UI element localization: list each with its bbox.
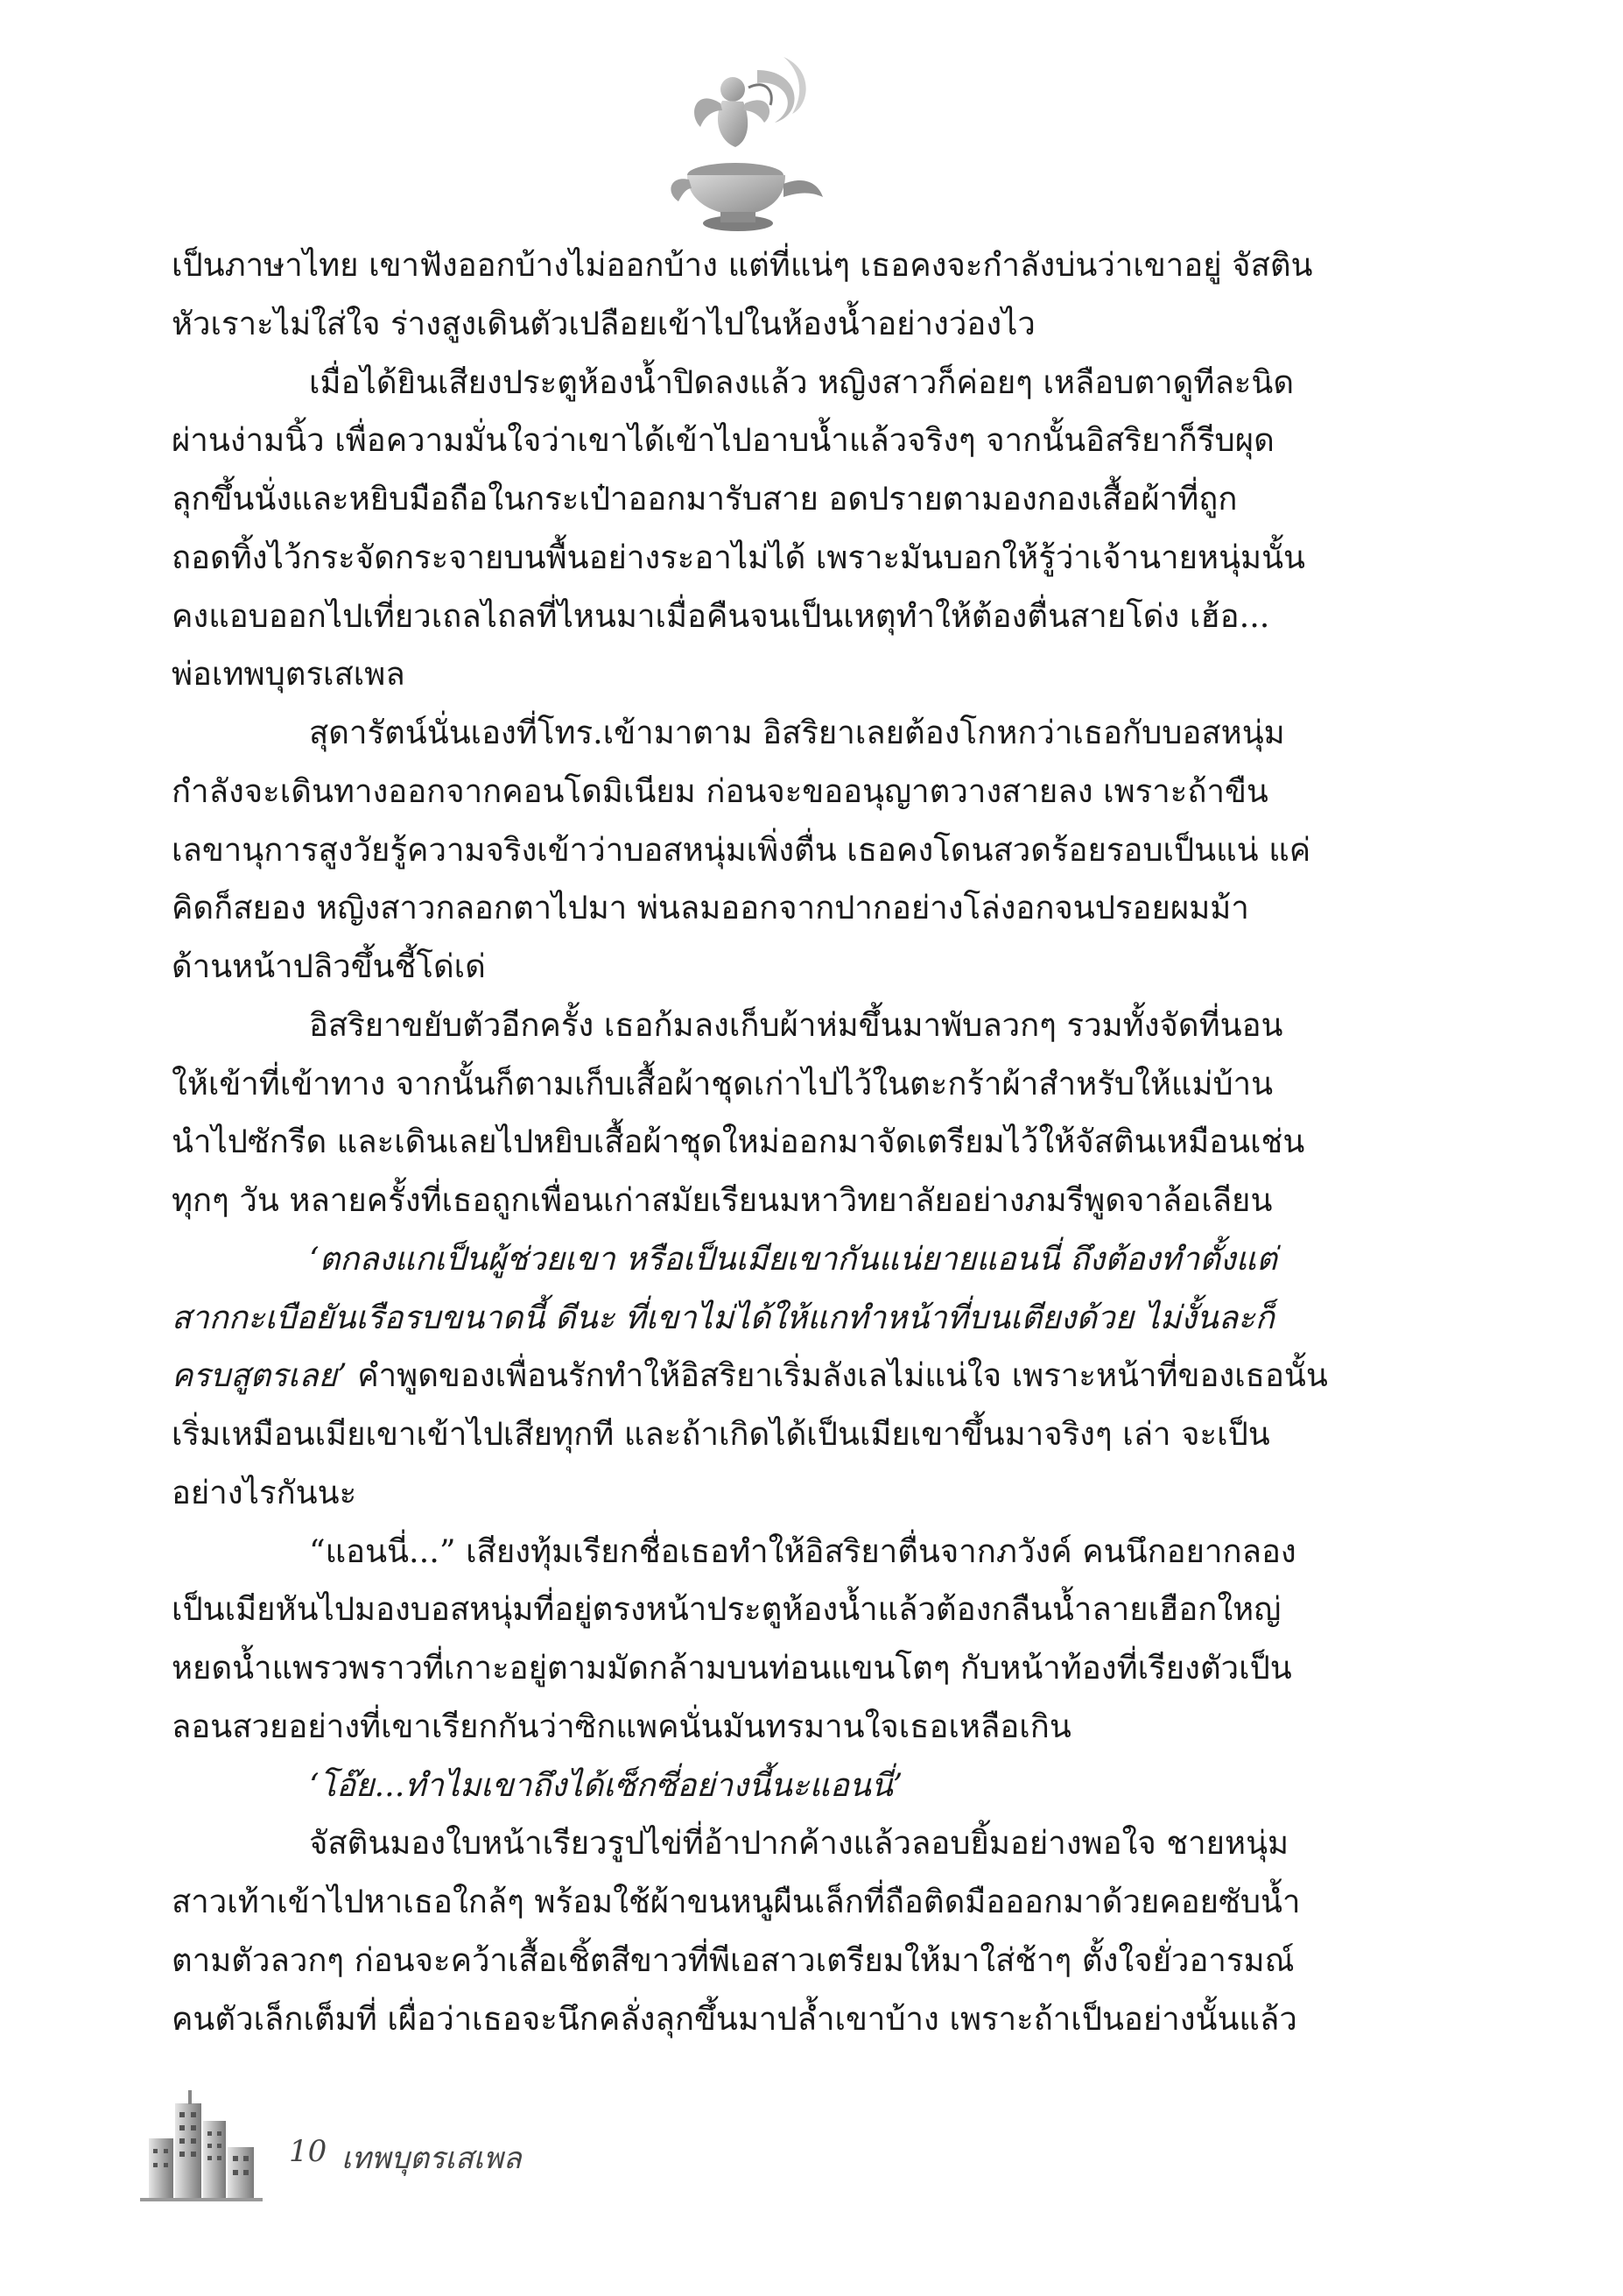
- text-line: “แอนนี่...” เสียงทุ้มเรียกชื่อเธอทำให้อิสริยาตื่นจากภวังค์ คนนึกอยากลอง: [309, 1532, 1296, 1570]
- text-line-italic: สากกะเบือยันเรือรบขนาดนี้ ดีนะ ที่เขาไม่ได้ให้แกทำหน้าที่บนเตียงด้วย ไม่งั้นละก็: [172, 1298, 1275, 1336]
- text-line: พ่อเทพบุตรเสเพล: [172, 655, 405, 694]
- text-line: เลขานุการสูงวัยรู้ความจริงเข้าว่าบอสหนุ่มเพิ่งตื่น เธอคงโดนสวดร้อยรอบเป็นแน่ แค่: [172, 830, 1311, 869]
- text-line: สาวเท้าเข้าไปหาเธอใกล้ๆ พร้อมใช้ผ้าขนหนูผืนเล็กที่ถือติดมือออกมาด้วยคอยซับน้ำ: [172, 1883, 1301, 1920]
- text-line: ทุกๆ วัน หลายครั้งที่เธอถูกเพื่อนเก่าสมัยเรียนมหาวิทยาลัยอย่างภมรีพูดจาล้อเลียน: [172, 1181, 1273, 1219]
- text-line-italic: ‘ตกลงแกเป็นผู้ช่วยเขา หรือเป็นเมียเขากันแน่ยายแอนนี่ ถึงต้องทำตั้งแต่: [309, 1239, 1277, 1278]
- text-line: คิดก็สยอง หญิงสาวกลอกตาไปมา พ่นลมออกจากปากอย่างโล่งอกจนปรอยผมม้า: [172, 889, 1249, 927]
- text-line: ด้านหน้าปลิวขึ้นชี้โด่เด่: [172, 947, 486, 985]
- text-line: นำไปซักรีด และเดินเลยไปหยิบเสื้อผ้าชุดใหม่ออกมาจัดเตรียมไว้ให้จัสตินเหมือนเช่น: [172, 1123, 1305, 1161]
- text-line: เป็นเมียหันไปมองบอสหนุ่มที่อยู่ตรงหน้าประตูห้องน้ำแล้วต้องกลืนน้ำลายเฮือกใหญ่: [172, 1590, 1282, 1629]
- text-line: ถอดทิ้งไว้กระจัดกระจายบนพื้นอย่างระอาไม่ได้ เพราะมันบอกให้รู้ว่าเจ้านายหนุ่มนั้น: [172, 538, 1305, 576]
- quote-continuation: คำพูดของเพื่อนรักทำให้อิสริยาเริ่มลังเลไม่แน่ใจ เพราะหน้าที่ของเธอนั้น: [357, 1356, 1328, 1395]
- running-title: เทพบุตรเสเพล: [341, 2141, 522, 2176]
- text-line: คนตัวเล็กเต็มที่ เผื่อว่าเธอจะนึกคลั่งลุกขึ้นมาปล้ำเขาบ้าง เพราะถ้าเป็นอย่างนั้นแล้ว: [172, 1999, 1297, 2038]
- quote-end: ครบสูตรเลย’: [172, 1356, 348, 1395]
- cupid-lamp-ornament: [652, 53, 827, 236]
- page-number: 10: [289, 2134, 327, 2169]
- text-line: ให้เข้าที่เข้าทาง จากนั้นก็ตามเก็บเสื้อผ้าชุดเก่าไปไว้ในตะกร้าผ้าสำหรับให้แม่บ้าน: [172, 1064, 1274, 1102]
- text-line: เป็นภาษาไทย เขาฟังออกบ้างไม่ออกบ้าง แต่ที่แน่ๆ เธอคงจะกำลังบ่นว่าเขาอยู่ จัสติน: [172, 246, 1313, 284]
- page-footer: [140, 2086, 578, 2208]
- city-buildings-icon: [140, 2086, 263, 2204]
- text-line: ผ่านง่ามนิ้ว เพื่อความมั่นใจว่าเขาได้เข้าไปอาบน้ำแล้วจริงๆ จากนั้นอิสริยาก็รีบผุด: [172, 421, 1275, 460]
- text-line: อย่างไรกันนะ: [172, 1473, 357, 1511]
- page-body: [172, 236, 1345, 2048]
- text-line: หยดน้ำแพรวพราวที่เกาะอยู่ตามมัดกล้ามบนท่อนแขนโตๆ กับหน้าท้องที่เรียงตัวเป็น: [172, 1649, 1292, 1687]
- text-line-italic: ‘โอ๊ย...ทำไมเขาถึงได้เซ็กซี่อย่างนี้นะแอนนี่’: [309, 1765, 903, 1804]
- text-line: สุดารัตน์นั่นเองที่โทร.เข้ามาตาม อิสริยาเลยต้องโกหกว่าเธอกับบอสหนุ่ม: [309, 714, 1285, 751]
- text-line: ลุกขึ้นนั่งและหยิบมือถือในกระเป๋าออกมารับสาย อดปรายตามองกองเสื้อผ้าที่ถูก: [172, 480, 1238, 518]
- text-line: ลอนสวยอย่างที่เขาเรียกกันว่าซิกแพคนั่นมันทรมานใจเธอเหลือเกิน: [172, 1707, 1071, 1745]
- text-line: เริ่มเหมือนเมียเขาเข้าไปเสียทุกที และถ้าเกิดได้เป็นเมียเขาขึ้นมาจริงๆ เล่า จะเป็น: [172, 1415, 1270, 1453]
- text-line: อิสริยาขยับตัวอีกครั้ง เธอก้มลงเก็บผ้าห่มขึ้นมาพับลวกๆ รวมทั้งจัดที่นอน: [309, 1005, 1283, 1044]
- text-line: คงแอบออกไปเที่ยวเถลไถลที่ไหนมาเมื่อคืนจนเป็นเหตุทำให้ต้องตื่นสายโด่ง เฮ้อ...: [172, 596, 1270, 635]
- text-line: ตามตัวลวกๆ ก่อนจะคว้าเสื้อเชิ้ตสีขาวที่พีเอสาวเตรียมให้มาใส่ช้าๆ ตั้งใจยั่วอารมณ์: [172, 1940, 1295, 1979]
- text-line-mixed: [172, 1347, 1345, 1405]
- text-line: เมื่อได้ยินเสียงประตูห้องน้ำปิดลงแล้ว หญิงสาวก็ค่อยๆ เหลือบตาดูทีละนิด: [309, 363, 1295, 401]
- text-line: จัสตินมองใบหน้าเรียวรูปไข่ที่อ้าปากค้างแล้วลอบยิ้มอย่างพอใจ ชายหนุ่ม: [309, 1824, 1289, 1863]
- text-line: หัวเราะไม่ใส่ใจ ร่างสูงเดินตัวเปลือยเข้าไปในห้องน้ำอย่างว่องไว: [172, 304, 1036, 342]
- text-line: กำลังจะเดินทางออกจากคอนโดมิเนียม ก่อนจะขออนุญาตวางสายลง เพราะถ้าขืน: [172, 771, 1268, 810]
